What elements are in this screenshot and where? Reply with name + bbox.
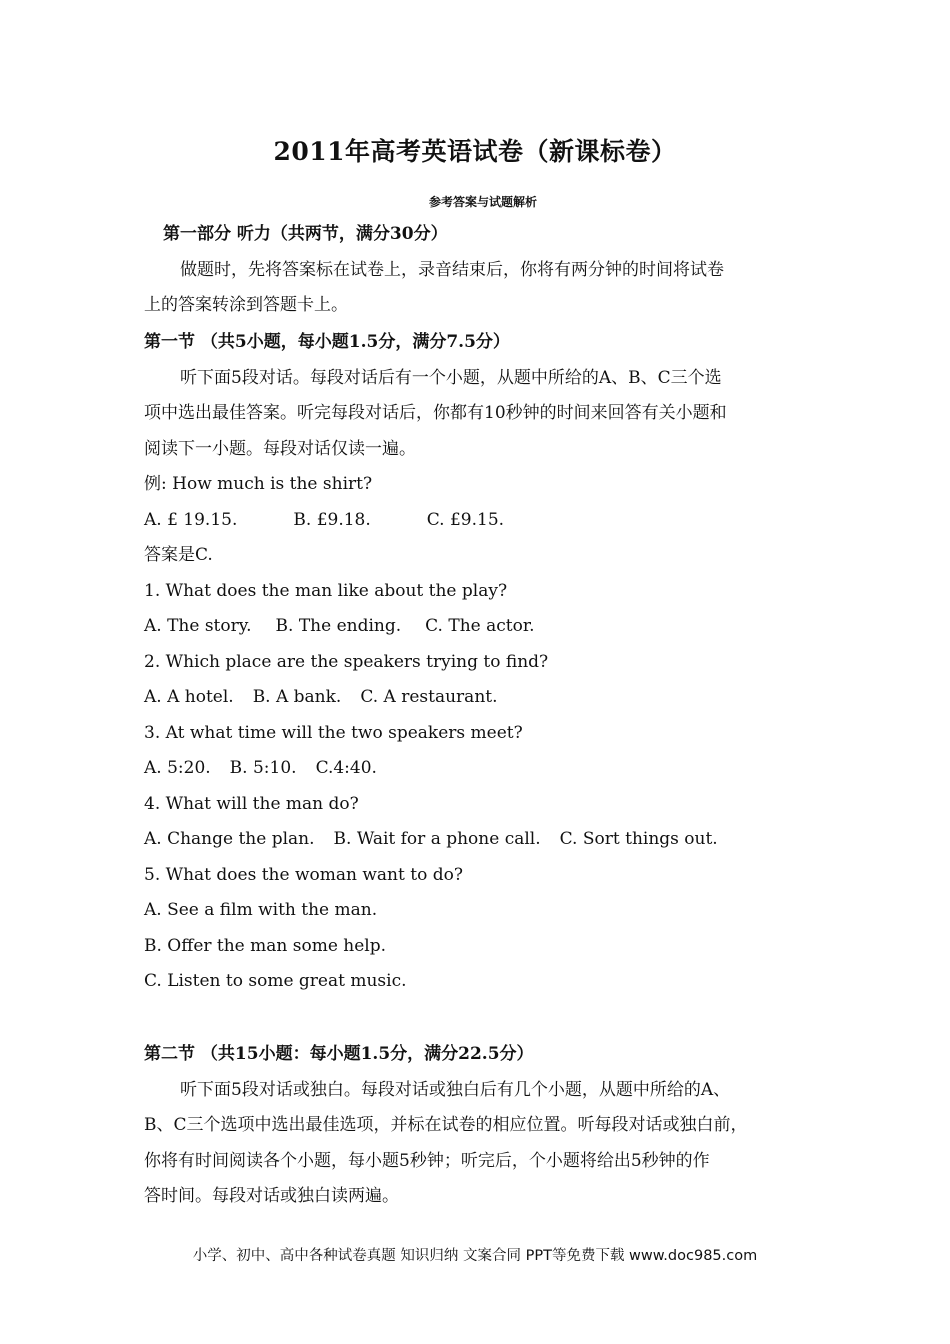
question-3: 3. At what time will the two speakers meet? xyxy=(144,722,523,743)
example-answer: 答案是C. xyxy=(144,545,213,565)
section2-intro-line: 你将有时间阅读各个小题，每小题5秒钟；听完后，个小题将给出5秒钟的作 xyxy=(144,1150,710,1171)
example-question: 例: How much is the shirt? xyxy=(144,474,373,494)
section2-intro-line: 答时间。每段对话或独白读两遍。 xyxy=(144,1186,399,1206)
option-c: C. £9.15. xyxy=(426,509,505,530)
option-c: C. Sort things out. xyxy=(559,829,718,849)
option-a: A. Change the plan. xyxy=(144,829,315,849)
section1-block xyxy=(144,324,824,999)
section2-heading: 第二节 （共15小题：每小题1.5分，满分22.5分） xyxy=(144,1044,534,1064)
question-1-options xyxy=(144,608,824,644)
question-2: 2. Which place are the speakers trying to find? xyxy=(144,651,549,672)
option-b: B. £9.18. xyxy=(293,509,371,530)
section1-intro-line: 阅读下一小题。每段对话仅读一遍。 xyxy=(144,438,416,459)
section1-heading: 第一节 （共5小题，每小题1.5分，满分7.5分） xyxy=(144,332,510,352)
question-5-option-b: B. Offer the man some help. xyxy=(144,935,387,956)
page-footer: 小学、初中、高中各种试卷真题 知识归纳 文案合同 PPT等免费下载 www.doc985.com xyxy=(192,1248,758,1264)
question-2-options xyxy=(144,679,824,715)
option-a: A. £ 19.15. xyxy=(144,509,238,530)
option-b: B. Wait for a phone call. xyxy=(333,829,541,849)
part1-intro-line: 上的答案转涂到答题卡上。 xyxy=(144,295,348,315)
page-title: 2011年高考英语试卷（新课标卷） xyxy=(273,137,677,166)
page-subtitle: 参考答案与试题解析 xyxy=(428,195,537,209)
section2-block xyxy=(144,1036,824,1214)
question-5-option-c: C. Listen to some great music. xyxy=(144,971,407,991)
option-a: A. The story. xyxy=(144,616,252,636)
question-5: 5. What does the woman want to do? xyxy=(144,864,463,885)
option-a: A. 5:20. xyxy=(144,758,211,778)
section2-intro-line: B、C三个选项中选出最佳选项，并标在试卷的相应位置。听每段对话或独白前， xyxy=(144,1115,748,1135)
section1-intro-line: 听下面5段对话。每段对话后有一个小题，从题中所给的A、B、C三个选 xyxy=(180,367,722,388)
section1-intro-line: 项中选出最佳答案。听完每段对话后，你都有10秒钟的时间来回答有关小题和 xyxy=(144,403,727,423)
option-c: C.4:40. xyxy=(315,758,377,778)
option-a: A. A hotel. xyxy=(144,687,234,707)
question-4: 4. What will the man do? xyxy=(144,793,359,814)
part1-intro-line: 做题时，先将答案标在试卷上，录音结束后，你将有两分钟的时间将试卷 xyxy=(180,259,724,280)
question-5-option-a: A. See a film with the man. xyxy=(144,900,378,920)
question-1: 1. What does the man like about the play? xyxy=(144,580,508,601)
option-c: C. A restaurant. xyxy=(360,687,498,707)
option-c: C. The actor. xyxy=(425,616,535,636)
option-b: B. 5:10. xyxy=(229,758,297,778)
part1-heading: 第一部分 听力（共两节，满分30分） xyxy=(163,224,448,244)
part1-block xyxy=(144,216,824,323)
option-b: B. The ending. xyxy=(275,616,402,636)
example-options xyxy=(144,502,824,538)
question-3-options xyxy=(144,750,824,786)
option-b: B. A bank. xyxy=(252,687,342,707)
question-4-options xyxy=(144,821,824,857)
section2-intro-line: 听下面5段对话或独白。每段对话或独白后有几个小题，从题中所给的A、 xyxy=(180,1079,731,1100)
